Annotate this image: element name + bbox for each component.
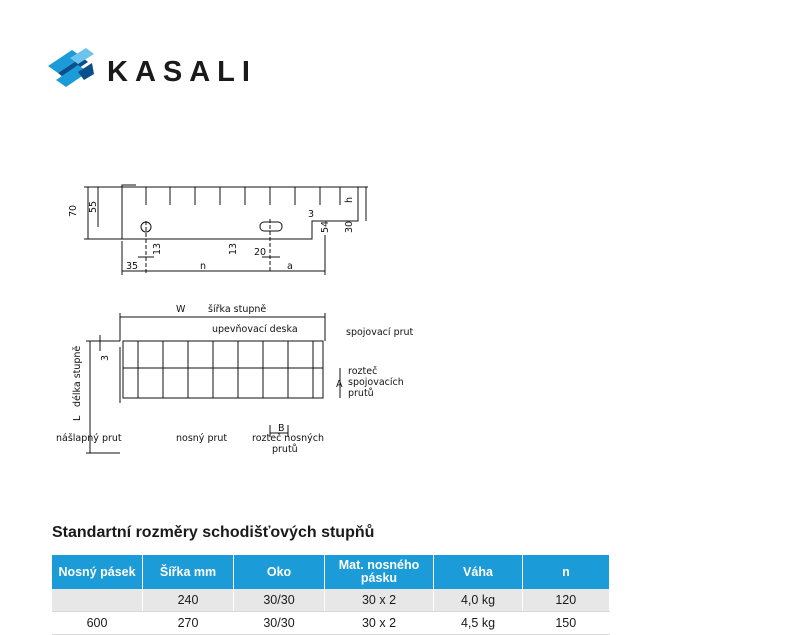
a-label: A: [336, 379, 343, 390]
header-bar-material: Mat. nosného pásku: [325, 555, 434, 589]
dim-20: 20: [254, 247, 267, 258]
table-cell: 30/30: [234, 612, 325, 635]
table-cell: [52, 589, 143, 612]
plate-label: upevňovací deska: [212, 324, 298, 335]
header-weight: Váha: [434, 555, 523, 589]
dim-a: a: [287, 261, 293, 272]
table-cell: 30 x 2: [325, 589, 434, 612]
dim-3-side: 3: [308, 209, 315, 220]
nosing-label: nášlapný prut: [56, 433, 122, 444]
bearing-bar-label: nosný prut: [176, 433, 228, 444]
table-title: Standartní rozměry schodišťových stupňů: [52, 524, 375, 541]
dim-n: n: [200, 261, 207, 272]
brand-name: KASALI: [107, 56, 257, 88]
tie-bar-label: spojovací prut: [346, 327, 414, 338]
technical-drawing: [50, 175, 430, 465]
dim-h: h: [344, 196, 355, 203]
table-cell: 120: [523, 589, 610, 612]
table-cell: 30 x 2: [325, 612, 434, 635]
bearing-spacing-label-1: rozteč nosných: [252, 433, 324, 444]
dim-13-left: 13: [152, 242, 163, 255]
length-label: délka stupně: [72, 345, 83, 407]
header-width: Šířka mm: [143, 555, 234, 589]
dim-30: 30: [344, 220, 355, 233]
header-bearing-bar: Nosný pásek: [52, 555, 143, 589]
spacing-label-3: prutů: [348, 388, 374, 399]
spacing-label-1: rozteč: [348, 366, 378, 377]
table-row: [52, 589, 609, 612]
table-cell: 4,0 kg: [434, 589, 523, 612]
table-cell: 30/30: [234, 589, 325, 612]
table-cell: 270: [143, 612, 234, 635]
header-mesh: Oko: [234, 555, 325, 589]
w-label: W: [176, 304, 186, 315]
table-cell: 150: [523, 612, 610, 635]
kasali-logo-mark: [48, 48, 94, 87]
spacing-label-2: spojovacích: [348, 377, 404, 388]
table-header-row: [52, 555, 609, 589]
b-label: B: [278, 423, 285, 434]
dim-3-top: 3: [100, 354, 111, 361]
table-cell: 4,5 kg: [434, 612, 523, 635]
width-label: šířka stupně: [208, 304, 267, 315]
table-cell: 240: [143, 589, 234, 612]
dim-13-right: 13: [228, 242, 239, 255]
dim-70: 70: [68, 204, 79, 217]
dim-55: 55: [88, 200, 99, 213]
dimensions-table: [52, 555, 610, 635]
bearing-spacing-label-2: prutů: [272, 444, 298, 455]
table-cell: 600: [52, 612, 143, 635]
header-n: n: [523, 555, 610, 589]
l-label: L: [72, 415, 83, 421]
dim-r: 54: [320, 220, 331, 233]
dim-35: 35: [126, 261, 139, 272]
